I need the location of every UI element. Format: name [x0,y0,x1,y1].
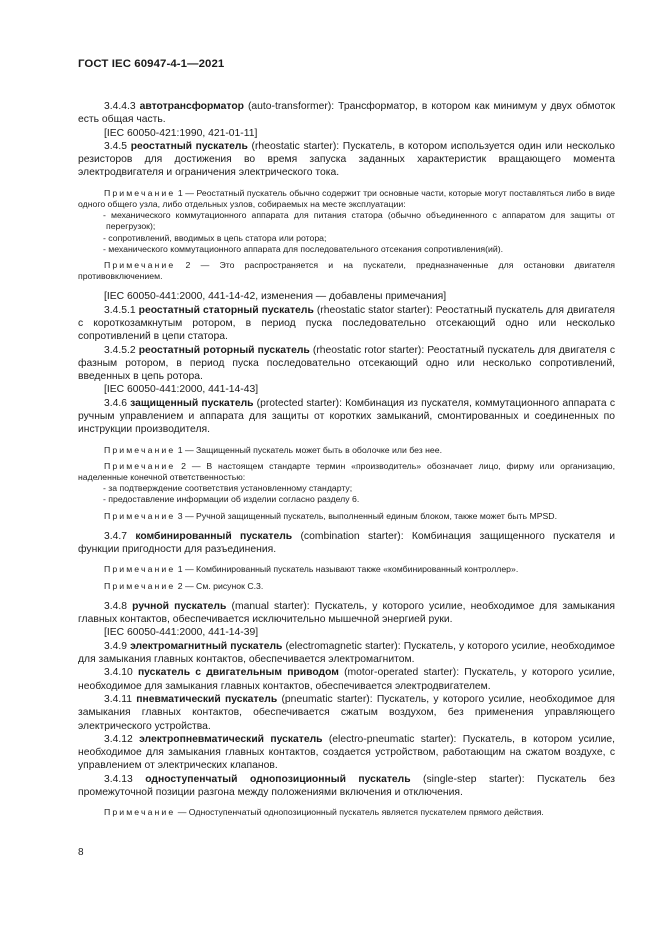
definition-paragraph [78,600,615,627]
definition-paragraph [78,733,615,773]
note-list-item: - за подтверждение соответствия установленному стандарту; [103,483,353,494]
clause-number: 3.4.4.3 [104,101,136,112]
note-list-item: - механического коммутационного аппарата для последовательного отсекания сопротивления(ий). [103,243,504,254]
note-text: 2 — Это распространяется и на пускатели, предназначенные для остановки двигателя противовключением. [78,260,615,282]
definition-paragraph [78,344,615,384]
spacer [78,522,615,530]
note-paragraph [78,511,615,522]
defined-term: реостатный роторный пускатель [138,344,310,356]
definition-text: (pneumatic starter): Пускатель, у которого усилие, необходимое для замыкания главных контактов, обеспечивается сжатым воздухом, без применения управляющего электрического устройства. [78,693,616,732]
definition-paragraph [78,530,615,557]
definition-paragraph [78,773,615,800]
clause-number: 3.4.5 [104,140,128,152]
document-body [78,100,615,819]
note-text: 1 — Реостатный пускатель обычно содержит три основные части, которые могут поставляться либо в виде одного общего узла, либо отдельных узлов, собираемых на месте эксплуатации: [78,187,615,209]
note-label: Примечание [104,580,176,591]
note-label: Примечание [104,564,176,575]
clause-number: 3.4.6 [104,397,128,409]
defined-term: автотрансформатор [139,101,244,112]
defined-term: реостатный статорный пускатель [138,304,314,316]
note-paragraph [78,188,615,210]
definition-paragraph [78,397,615,437]
clause-number: 3.4.13 [104,773,133,785]
definition-paragraph [78,640,615,667]
definition-paragraph [78,666,615,693]
source-reference: [IEC 60050-441:2000, 441-14-39] [104,627,259,639]
definition-text: (protected starter): Комбинация из пускателя, коммутационного аппарата с ручным управлением и аппарата для защиты от коротких замыканий, смонтированных и соединенных по инструкции производителя. [78,397,615,436]
defined-term: электропневматический пускатель [139,733,323,745]
definition-text: (rheostatic starter): Пускатель, в котором используется один или несколько резисторов для достижения во время запуска заданных характеристик вращающего момента электродвигателя и ограничения электрического тока. [78,140,615,179]
note-list-item: - предоставление информации об изделии согласно разделу 6. [103,494,360,505]
note-label: Примечание [104,444,176,455]
spacer [78,799,615,807]
note-text: 1 — Защищенный пускатель может быть в оболочке или без нее. [175,444,443,455]
clause-number: 3.4.12 [104,733,133,745]
clause-number: 3.4.7 [104,530,128,542]
clause-number: 3.4.9 [104,640,128,652]
note-text: 1 — Комбинированный пускатель называют также «комбинированный контроллер». [175,564,519,575]
note-label: Примечание [104,510,176,521]
spacer [78,180,615,188]
defined-term: комбинированный пускатель [135,530,293,542]
note-text: 2 — В настоящем стандарте термин «производитель» обозначает лицо, фирму или организацию, наделенные конечной ответственностью: [78,460,615,483]
definition-text: (electromagnetic starter): Пускатель, у которого усилие, необходимое для замыкания главных контактов, обеспечивается электромагнитом. [78,640,615,666]
note-paragraph [78,260,615,282]
clause-number: 3.4.10 [104,667,133,679]
clause-number: 3.4.11 [104,693,132,705]
spacer [78,592,615,600]
defined-term: защищенный пускатель [130,397,254,409]
defined-term: электромагнитный пускатель [130,640,283,652]
running-header: ГОСТ IEC 60947-4-1—2021 [78,58,225,70]
definition-text: (motor-operated starter): Пускатель, у которого усилие, необходимое для замыкания главных контактов, обеспечивается электродвигателем. [78,667,615,692]
definition-text: (combination starter): Комбинация защищенного пускателя и функции пригодности для разъединения. [78,530,615,556]
note-paragraph [78,461,615,483]
clause-number: 3.4.5.2 [104,344,136,356]
note-paragraph [78,445,615,456]
note-label: Примечание [104,187,176,198]
source-reference: [IEC 60050-441:2000, 441-14-42, изменения — добавлены примечания] [104,291,447,303]
definition-text: (single-step starter): Пускатель без промежуточной позиции разгона между положениями включения и отключения. [78,773,615,799]
clause-number: 3.4.8 [104,600,128,612]
note-paragraph [78,581,615,592]
spacer [78,556,615,564]
definition-paragraph [78,140,615,180]
defined-term: пневматический пускатель [136,693,278,705]
source-reference: [IEC 60050-441:2000, 441-14-43] [104,384,259,396]
page-number: 8 [78,847,84,858]
definition-text: (manual starter): Пускатель, у которого усилие, необходимое для замыкания главных контактов, обеспечивается исключительно мышечной энергией руки. [78,600,616,626]
definition-text: (rheostatic stator starter): Реостатный пускатель для двигателя с короткозамкнутым ротором, в период пуска последовательно отсекающий одно или несколько сопротивлений в цепи статора. [78,304,615,343]
note-list-item: - механического коммутационного аппарата для питания статора (обычно объединенного с аппаратом для защиты от перегрузок); [103,210,615,232]
clause-number: 3.4.5.1 [104,304,136,316]
note-label: Примечание [104,807,176,818]
definition-text: (rheostatic rotor starter): Реостатный пускатель для двигателя с фазным ротором, в период пуска последовательно отсекающий одно или несколько сопротивлений, введенных в цепь ротора. [78,344,616,383]
defined-term: ручной пускатель [132,600,227,612]
defined-term: одноступенчатый однопозиционный пускатель [145,773,411,785]
definition-paragraph [78,304,615,344]
defined-term: пускатель с двигательным приводом [137,667,339,679]
definition-text: (electro-pneumatic starter): Пускатель, в котором усилие, необходимое для замыкания главных контактов, создается устройством, работающим на сжатом воздухе, с управлением от электрических клапанов. [78,733,616,772]
note-list-item: - сопротивлений, вводимых в цепь статора или ротора; [103,232,327,243]
note-paragraph [78,807,615,818]
spacer [78,437,615,445]
note-paragraph [78,564,615,575]
spacer [78,282,615,290]
definition-text: (auto-transformer): Трансформатор, в котором как минимум у двух обмоток есть общая часть. [78,101,615,126]
defined-term: реостатный пускатель [130,140,248,152]
note-label: Примечание [104,460,176,471]
source-reference: [IEC 60050-421:1990, 421-01-11] [104,127,258,139]
note-text: — Одноступенчатый однопозиционный пускатель является пускателем прямого действия. [175,807,544,818]
note-text: 2 — См. рисунок С.3. [175,580,264,591]
definition-paragraph [78,693,615,733]
note-label: Примечание [104,260,176,270]
definition-paragraph [78,100,615,127]
note-text: 3 — Ручной защищенный пускатель, выполненный единым блоком, также может быть MPSD. [175,510,557,521]
